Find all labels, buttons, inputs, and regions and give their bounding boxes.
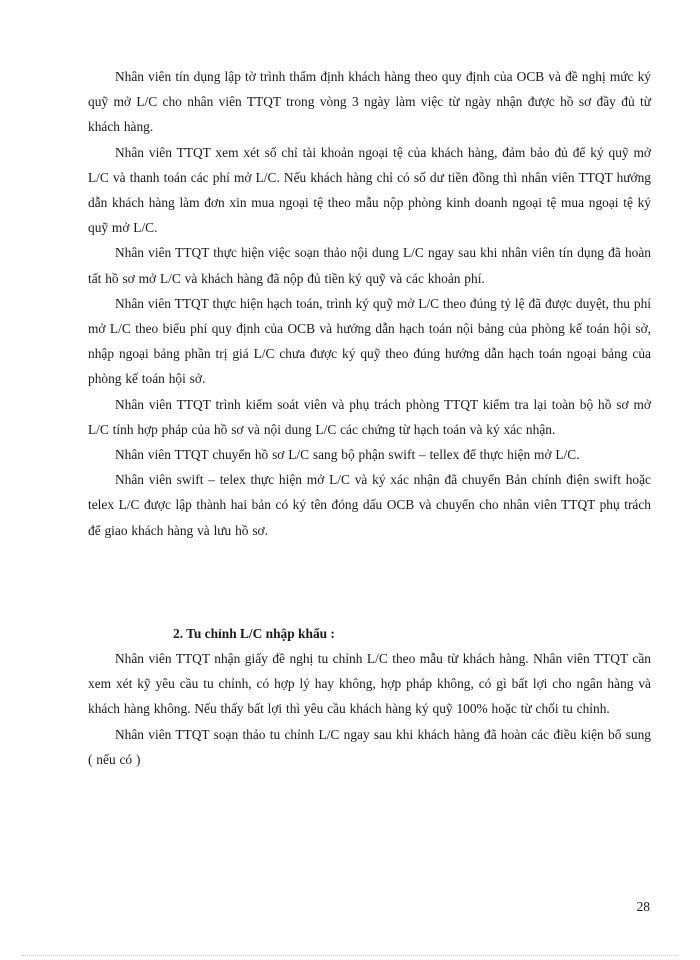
paragraph-review: Nhân viên TTQT trình kiểm soát viên và phụ trách phòng TTQT kiểm tra lại toàn bộ hồ sơ mở L/C tính hợp pháp của hồ sơ và nội dung L/C các chứng từ hạch toán và ký xác nhận. <box>88 396 651 437</box>
section-gap <box>88 543 651 621</box>
page-content <box>88 64 651 772</box>
paragraph-accounting: Nhân viên TTQT thực hiện hạch toán, trình ký quỹ mở L/C theo đúng tỷ lệ đã được duyệt, thu phí mở L/C theo biểu phí quy định của OCB và hướng dẫn hạch toán nội bảng của phòng kế toán hội sở, nhập ngoại bảng phần trị giá L/C chưa được ký quỹ theo đúng hướng dẫn hạch toán ngoại bảng của phòng kế toán hội sở. <box>88 295 651 387</box>
paragraph-amendment-request: Nhân viên TTQT nhận giấy đề nghị tu chỉnh L/C theo mẫu từ khách hàng. Nhân viên TTQT cần xem xét kỹ yêu cầu tu chỉnh, có hợp lý hay không, hợp pháp không, có gì bất lợi cho ngân hàng và khách hàng không. Nếu thấy bất lợi thì yêu cầu khách hàng ký quỹ 100% hoặc từ chối tu chỉnh. <box>88 651 651 717</box>
paragraph-amendment-draft: Nhân viên TTQT soạn thảo tu chỉnh L/C ngay sau khi khách hàng đã hoàn các điều kiện bổ sung ( nếu có ) <box>88 726 651 767</box>
paragraph-transfer-swift: Nhân viên TTQT chuyển hồ sơ L/C sang bộ phận swift – tellex để thực hiện mở L/C. <box>115 447 580 463</box>
paragraph-swift-telex: Nhân viên swift – telex thực hiện mở L/C và ký xác nhận đã chuyển Bản chính điện swift hoặc telex L/C được lập thành hai bản có ký tên đóng dấu OCB và chuyển cho nhân viên TTQT phụ trách để giao khách hàng và lưu hồ sơ. <box>88 472 651 538</box>
page-number: 28 <box>636 899 650 914</box>
paragraph-draft-lc: Nhân viên TTQT thực hiện việc soạn thảo nội dung L/C ngay sau khi nhân viên tín dụng đã hoàn tất hồ sơ mở L/C và khách hàng đã nộp đủ tiền ký quỹ và các khoản phí. <box>88 245 651 286</box>
paragraph-account-check: Nhân viên TTQT xem xét số chỉ tài khoản ngoại tệ của khách hàng, đảm bảo đủ để ký quỹ mở L/C và thanh toán các phí mở L/C. Nếu khách hàng chỉ có số dư tiền đồng thì nhân viên TTQT hướng dẫn khách hàng làm đơn xin mua ngoại tệ theo mẫu nộp phòng kinh doanh ngoại tệ mua ngoại tệ ký quỹ mở L/C. <box>88 144 651 236</box>
paragraph-credit-officer: Nhân viên tín dụng lập tờ trình thẩm định khách hàng theo quy định của OCB và đề nghị mức ký quỹ mở L/C cho nhân viên TTQT trong vòng 3 ngày làm việc từ ngày nhận được hồ sơ đầy đủ từ khách hàng. <box>88 69 651 135</box>
footer-divider <box>22 955 678 956</box>
section-heading: 2. Tu chỉnh L/C nhập khẩu : <box>173 625 335 641</box>
